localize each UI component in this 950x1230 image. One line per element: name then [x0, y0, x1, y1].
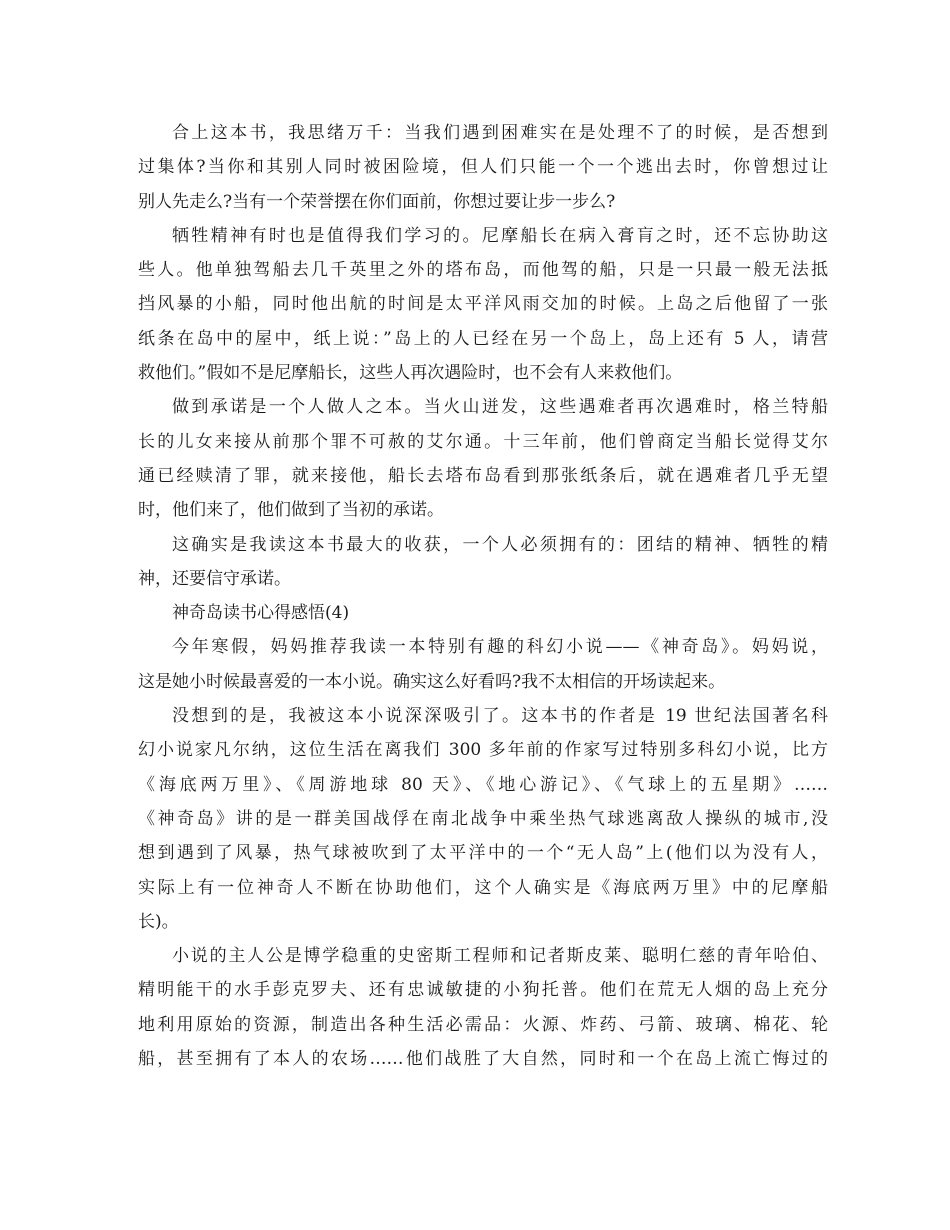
text-line: 小说的主人公是博学稳重的史密斯工程师和记者斯皮莱、聪明仁慈的青年哈伯、 [172, 946, 828, 967]
text-line: 挡风暴的小船，同时他出航的时间是太平洋风雨交加的时候。上岛之后他留了一张 [138, 294, 828, 315]
text-line: 没想到的是，我被这本小说深深吸引了。这本书的作者是 19 世纪法国著名科 [172, 706, 828, 727]
text-line: 《神奇岛》讲的是一群美国战俘在南北战争中乘坐热气球逃离敌人操纵的城市,没 [138, 808, 828, 829]
text-line: 长)。 [138, 911, 179, 932]
text-line: 时，他们来了，他们做到了当初的承诺。 [138, 500, 444, 521]
text-line: 这是她小时候最喜爱的一本小说。确实这么好看吗?我不太相信的开场读起来。 [138, 671, 726, 692]
text-line: 精明能干的水手彭克罗夫、还有忠诚敏捷的小狗托普。他们在荒无人烟的岛上充分 [138, 980, 828, 1001]
text-line: 过集体?当你和其别人同时被困险境，但人们只能一个一个逃出去时，你曾想过让 [138, 157, 828, 178]
text-line: 救他们。”假如不是尼摩船长，这些人再次遇险时，也不会有人来救他们。 [138, 363, 683, 384]
text-line: 通已经赎清了罪，就来接他，船长去塔布岛看到那张纸条后，就在遇难者几乎无望 [138, 465, 828, 486]
text-line: 长的儿女来接从前那个罪不可赦的艾尔通。十三年前，他们曾商定当船长觉得艾尔 [138, 431, 828, 452]
text-line: 这确实是我读这本书最大的收获，一个人必须拥有的：团结的精神、牺牲的精 [172, 534, 828, 555]
text-line: 想到遇到了风暴，热气球被吹到了太平洋中的一个“无人岛”上(他们以为没有人， [138, 843, 828, 864]
text-line: 做到承诺是一个人做人之本。当火山迸发，这些遇难者再次遇难时，格兰特船 [172, 397, 828, 418]
text-line: 纸条在岛中的屋中，纸上说：”岛上的人已经在另一个岛上，岛上还有 5 人，请营 [138, 328, 828, 349]
text-line: 今年寒假，妈妈推荐我读一本特别有趣的科幻小说——《神奇岛》。妈妈说， [172, 637, 828, 658]
document-body [138, 116, 828, 1076]
text-line: 些人。他单独驾船去几千英里之外的塔布岛，而他驾的船，只是一只最一般无法抵 [138, 260, 828, 281]
text-line: 船，甚至拥有了本人的农场……他们战胜了大自然，同时和一个在岛上流亡悔过的 [138, 1049, 828, 1070]
text-line: 神，还要信守承诺。 [138, 568, 291, 589]
text-line: 神奇岛读书心得感悟(4) [172, 603, 350, 624]
text-line: 地利用原始的资源，制造出各种生活必需品：火源、炸药、弓箭、玻璃、棉花、轮 [138, 1014, 828, 1035]
text-line: 幻小说家凡尔纳，这位生活在离我们 300 多年前的作家写过特别多科幻小说，比方 [138, 740, 828, 761]
text-line: 合上这本书，我思绪万千：当我们遇到困难实在是处理不了的时候，是否想到 [172, 123, 828, 143]
text-line: 实际上有一位神奇人不断在协助他们，这个人确实是《海底两万里》中的尼摩船 [138, 877, 828, 898]
text-line: 牺牲精神有时也是值得我们学习的。尼摩船长在病入膏肓之时，还不忘协助这 [172, 225, 828, 246]
text-line: 《海底两万里》、《周游地球 80 天》、《地心游记》、《气球上的五星期》…… [138, 774, 828, 795]
text-line: 别人先走么?当有一个荣誉摆在你们面前，你想过要让步一步么? [138, 191, 616, 212]
